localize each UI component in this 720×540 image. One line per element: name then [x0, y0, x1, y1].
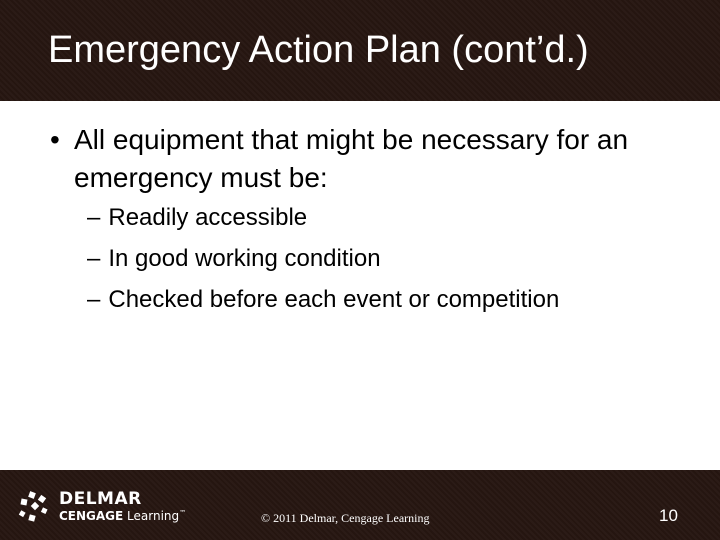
logo-delmar-text: DELMAR: [59, 489, 142, 509]
title-bar: [0, 0, 720, 101]
dash-marker: –: [87, 245, 101, 272]
sub-item-text: Readily accessible: [108, 204, 308, 231]
logo-cengage-learning-text: [59, 509, 186, 523]
logo-trademark: ™: [179, 509, 187, 517]
sub-item-good-working-condition: [87, 245, 381, 273]
logo-learning-word: Learning: [123, 509, 180, 523]
sub-item-readily-accessible: [87, 204, 307, 232]
bullet-text: All equipment that might be necessary for an emergency must be:: [74, 124, 629, 193]
logo-mark-icon: [17, 490, 51, 524]
dash-marker: –: [87, 204, 101, 231]
dash-marker: –: [87, 286, 101, 313]
sub-item-text: In good working condition: [108, 245, 381, 272]
page-number: 10: [659, 506, 678, 525]
sub-item-checked-before-event: [87, 286, 559, 314]
sub-item-text: Checked before each event or competition: [108, 286, 560, 313]
slide-title: Emergency Action Plan (cont’d.): [48, 29, 589, 71]
delmar-cengage-logo: [17, 487, 187, 527]
footer-bar: [0, 470, 720, 540]
bullet-marker: •: [50, 124, 60, 155]
copyright-notice: © 2011 Delmar, Cengage Learning: [261, 511, 430, 525]
logo-cengage-word: CENGAGE: [59, 509, 124, 523]
